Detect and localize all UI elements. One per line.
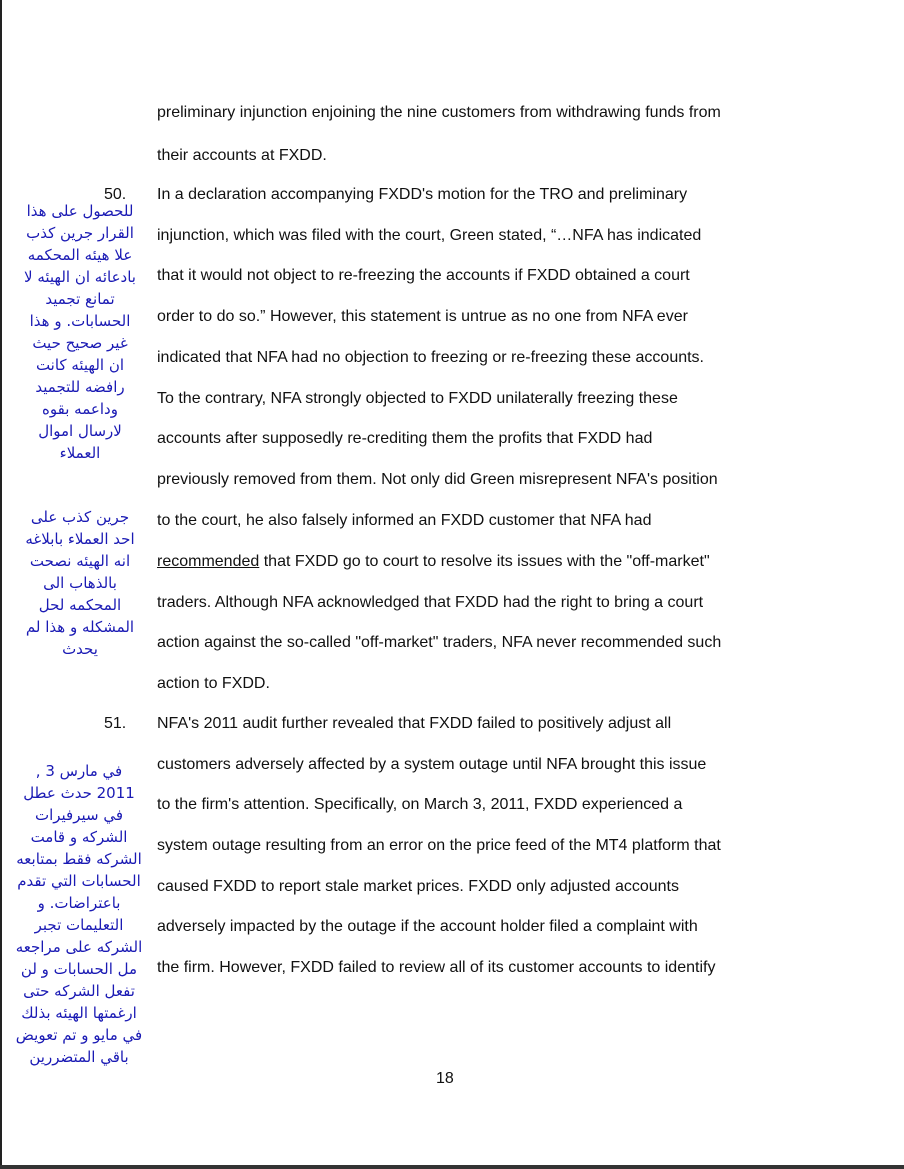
annotation-line: رافضه للتجميد bbox=[35, 378, 125, 396]
body-line: NFA's 2011 audit further revealed that FXDD failed to positively adjust all bbox=[157, 715, 672, 732]
annotation-line: احد العملاء بابلاغه bbox=[25, 530, 135, 548]
annotation-line: التعليمات تجبر bbox=[34, 916, 124, 934]
body-line: traders. Although NFA acknowledged that FXDD had the right to bring a court bbox=[157, 594, 704, 611]
annotation-line: يحدث bbox=[62, 640, 98, 658]
body-line: injunction, which was filed with the court, Green stated, “…NFA has indicated bbox=[157, 227, 702, 244]
body-line-continuation: that FXDD go to court to resolve its issues with the "off-market" bbox=[259, 553, 710, 570]
annotation-line: الحسابات. و هذا bbox=[29, 312, 131, 330]
body-line: action against the so-called "off-market" traders, NFA never recommended such bbox=[157, 634, 722, 651]
body-line: the firm. However, FXDD failed to review all of its customer accounts to identify bbox=[157, 959, 716, 976]
annotation-line: 2011 حدث عطل bbox=[23, 784, 135, 802]
annotation-line: بادعائه ان الهيئه لا bbox=[24, 268, 136, 286]
annotation-line: المشكله و هذا لم bbox=[25, 618, 135, 636]
annotation-line: العملاء bbox=[59, 444, 101, 462]
annotation-line: ان الهيئه كانت bbox=[35, 356, 125, 374]
body-line: In a declaration accompanying FXDD's motion for the TRO and preliminary bbox=[157, 186, 688, 203]
annotation-line: في مارس 3 , bbox=[35, 762, 123, 780]
annotation-line: بالذهاب الى bbox=[43, 574, 117, 592]
body-line: action to FXDD. bbox=[157, 675, 270, 692]
annotation-line: باعتراضات. و bbox=[37, 894, 121, 912]
annotation-line: للحصول على هذا bbox=[26, 202, 134, 220]
annotation-line: في سيرفيرات bbox=[34, 806, 124, 824]
annotation-line: علا هيئه المحكمه bbox=[27, 246, 133, 264]
body-line: order to do so.” However, this statement is untrue as no one from NFA ever bbox=[157, 308, 688, 325]
body-line: indicated that NFA had no objection to freezing or re-freezing these accounts. bbox=[157, 349, 704, 366]
margin-annotation-3 bbox=[4, 760, 154, 1068]
annotation-line: القرار جرين كذب bbox=[26, 224, 134, 242]
annotation-line: الحسابات التي تقدم bbox=[17, 872, 141, 890]
annotation-line: المحكمه لحل bbox=[38, 596, 122, 614]
annotation-line: تمانع تجميد bbox=[45, 290, 115, 308]
body-line: their accounts at FXDD. bbox=[157, 147, 327, 164]
body-line: preliminary injunction enjoining the nine customers from withdrawing funds from bbox=[157, 104, 721, 121]
body-line: to the firm's attention. Specifically, on March 3, 2011, FXDD experienced a bbox=[157, 796, 683, 813]
paragraph-number: 51. bbox=[104, 715, 127, 732]
annotation-line: مل الحسابات و لن bbox=[20, 960, 138, 978]
annotation-line: باقي المتضررين bbox=[29, 1048, 129, 1066]
underlined-word: recommended bbox=[157, 553, 260, 570]
page-left-border bbox=[0, 0, 2, 1169]
body-line: to the court, he also falsely informed an FXDD customer that NFA had bbox=[157, 512, 652, 529]
annotation-line: في مايو و تم تعويض bbox=[15, 1026, 143, 1044]
annotation-line: الشركه فقط بمتابعه bbox=[16, 850, 142, 868]
body-line: To the contrary, NFA strongly objected to FXDD unilaterally freezing these bbox=[157, 390, 678, 407]
annotation-line: غير صحيح حيث bbox=[32, 334, 128, 352]
annotation-line: انه الهيئه نصحت bbox=[29, 552, 131, 570]
annotation-line: تفعل الشركه حتى bbox=[23, 982, 135, 1000]
body-line: previously removed from them. Not only did Green misrepresent NFA's position bbox=[157, 471, 718, 488]
body-line: customers adversely affected by a system outage until NFA brought this issue bbox=[157, 756, 707, 773]
annotation-line: لارسال اموال bbox=[38, 422, 122, 440]
page-number: 18 bbox=[436, 1070, 454, 1087]
margin-annotation-1 bbox=[8, 200, 152, 464]
page-bottom-border bbox=[0, 1165, 904, 1169]
body-line: adversely impacted by the outage if the account holder filed a complaint with bbox=[157, 918, 698, 935]
body-line: system outage resulting from an error on the price feed of the MT4 platform that bbox=[157, 837, 721, 854]
annotation-line: ارغمتها الهيئه بذلك bbox=[21, 1004, 137, 1022]
body-line: that it would not object to re-freezing the accounts if FXDD obtained a court bbox=[157, 267, 690, 284]
annotation-line: جرين كذب على bbox=[30, 508, 130, 526]
body-line: accounts after supposedly re-crediting them the profits that FXDD had bbox=[157, 430, 653, 447]
annotation-line: الشركه على مراجعه bbox=[15, 938, 143, 956]
annotation-line: وداعمه بقوه bbox=[42, 400, 118, 418]
annotation-line: الشركه و قامت bbox=[30, 828, 128, 846]
body-line: caused FXDD to report stale market prices. FXDD only adjusted accounts bbox=[157, 878, 679, 895]
body-line bbox=[157, 552, 710, 572]
paragraph-number: 50. bbox=[104, 186, 127, 203]
margin-annotation-2 bbox=[8, 506, 152, 660]
